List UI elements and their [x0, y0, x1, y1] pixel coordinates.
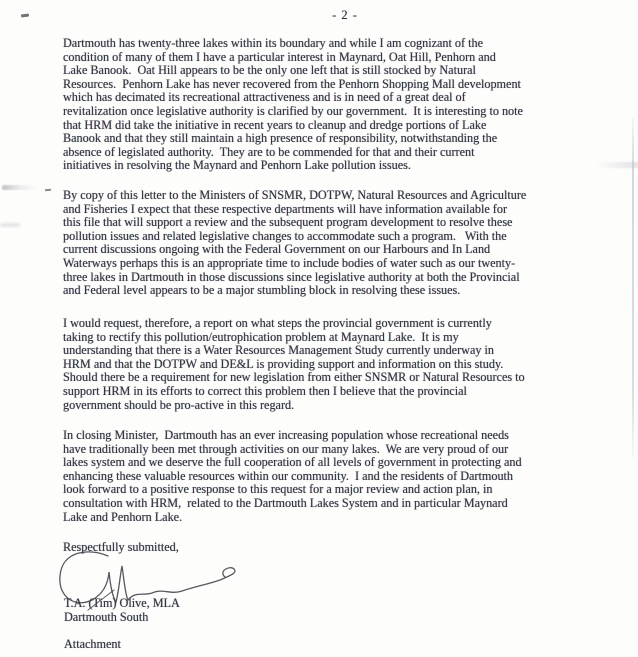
scan-artifact-right-edge-line [632, 118, 634, 458]
text-line: and Fisheries I expect that these respective departments will have information available for [63, 201, 508, 216]
text-line: initiatives in resolving the Maynard and Penhorn Lake pollution issues. [63, 158, 411, 173]
text-line: enhancing these valuable resources within our community. I and the residents of Dartmouth [63, 468, 514, 483]
text-line: government should be pro-active in this regard. [63, 397, 295, 412]
text-line: Should there be a requirement for new legislation from either SNSMR or Natural Resources to [63, 370, 525, 385]
scan-artifact-margin-dash [45, 189, 51, 192]
signatory-name: T.A. (Tim) Olive, MLA [64, 596, 180, 610]
text-line: Waterways perhaps this is an appropriate time to include bodies of water such as our twenty- [63, 255, 516, 270]
text-line: three lakes in Dartmouth in those discussions since legislative authority at both the Provincial [63, 269, 520, 284]
text-line: Lake Banook. Oat Hill appears to be the only one left that is still stocked by Natural [63, 63, 476, 78]
text-line: condition of many of them I have a particular interest in Maynard, Oat Hill, Penhorn and [63, 49, 496, 64]
paragraph-3 [63, 317, 603, 412]
text-line: Lake and Penhorn Lake. [63, 509, 183, 524]
text-line: By copy of this letter to the Ministers of SNSMR, DOTPW, Natural Resources and Agriculture [63, 188, 527, 202]
text-line: current discussions ongoing with the Federal Government on our Harbours and In Land [63, 242, 491, 257]
text-line: Banook and that they still maintain a high presence of responsibility, notwithstanding the [63, 131, 498, 146]
paragraph-4 [63, 429, 603, 524]
text-line: In closing Minister, Dartmouth has an ever increasing population whose recreational needs [63, 428, 509, 442]
text-line: that HRM did take the initiative in recent years to cleanup and dredge portions of Lake [63, 117, 487, 132]
text-line: taking to rectify this pollution/eutrophication problem at Maynard Lake. It is my [63, 329, 459, 344]
paragraph-1 [63, 37, 603, 173]
text-line: HRM and that the DOTPW and DE&L is providing support and information on this study. [63, 356, 504, 371]
text-line: I would request, therefore, a report on what steps the provincial government is currently [63, 316, 492, 330]
attachment-label: Attachment [64, 637, 121, 651]
text-line: understanding that there is a Water Resources Management Study currently underway in [63, 343, 494, 358]
signatory-riding: Dartmouth South [64, 610, 149, 624]
scan-artifact-left-streak-2 [0, 223, 20, 227]
text-line: which has decimated its recreational attractiveness and is in need of a great deal of [63, 90, 466, 105]
text-line: this file that will support a review and the subsequent program development to resolve these [63, 215, 513, 230]
text-line: revitalization once legislative authority is clarified by our government. It is interesting to note [63, 103, 523, 118]
text-line: support HRM in its efforts to correct this problem then I believe that the provincial [63, 383, 467, 398]
scan-artifact-topleft [21, 13, 29, 17]
text-line: consultation with HRM, related to the Dartmouth Lakes System and in particular Maynard [63, 495, 508, 510]
paragraph-2 [63, 189, 603, 298]
closing-line: Respectfully submitted, [63, 540, 179, 554]
page-number: - 2 - [332, 8, 358, 22]
text-line: Dartmouth has twenty-three lakes within its boundary and while I am cognizant of the [63, 36, 484, 50]
text-line: lakes system and we deserve the full cooperation of all levels of government in protecting and [63, 455, 522, 470]
text-line: and Federal level appears to be a major stumbling block in resolving these issues. [63, 283, 461, 298]
scan-artifact-left-streak [2, 185, 38, 190]
text-line: look forward to a positive response to this request for a major review and action plan, in [63, 482, 493, 497]
text-line: absence of legislated authority. They are to be commended for that and their current [63, 144, 475, 159]
text-line: Resources. Penhorn Lake has never recovered from the Penhorn Shopping Mall development [63, 76, 521, 91]
text-line: pollution issues and related legislative changes to accommodate such a program. With the [63, 228, 507, 243]
text-line: have traditionally been met through activities on our many lakes. We are very proud of our [63, 441, 509, 456]
